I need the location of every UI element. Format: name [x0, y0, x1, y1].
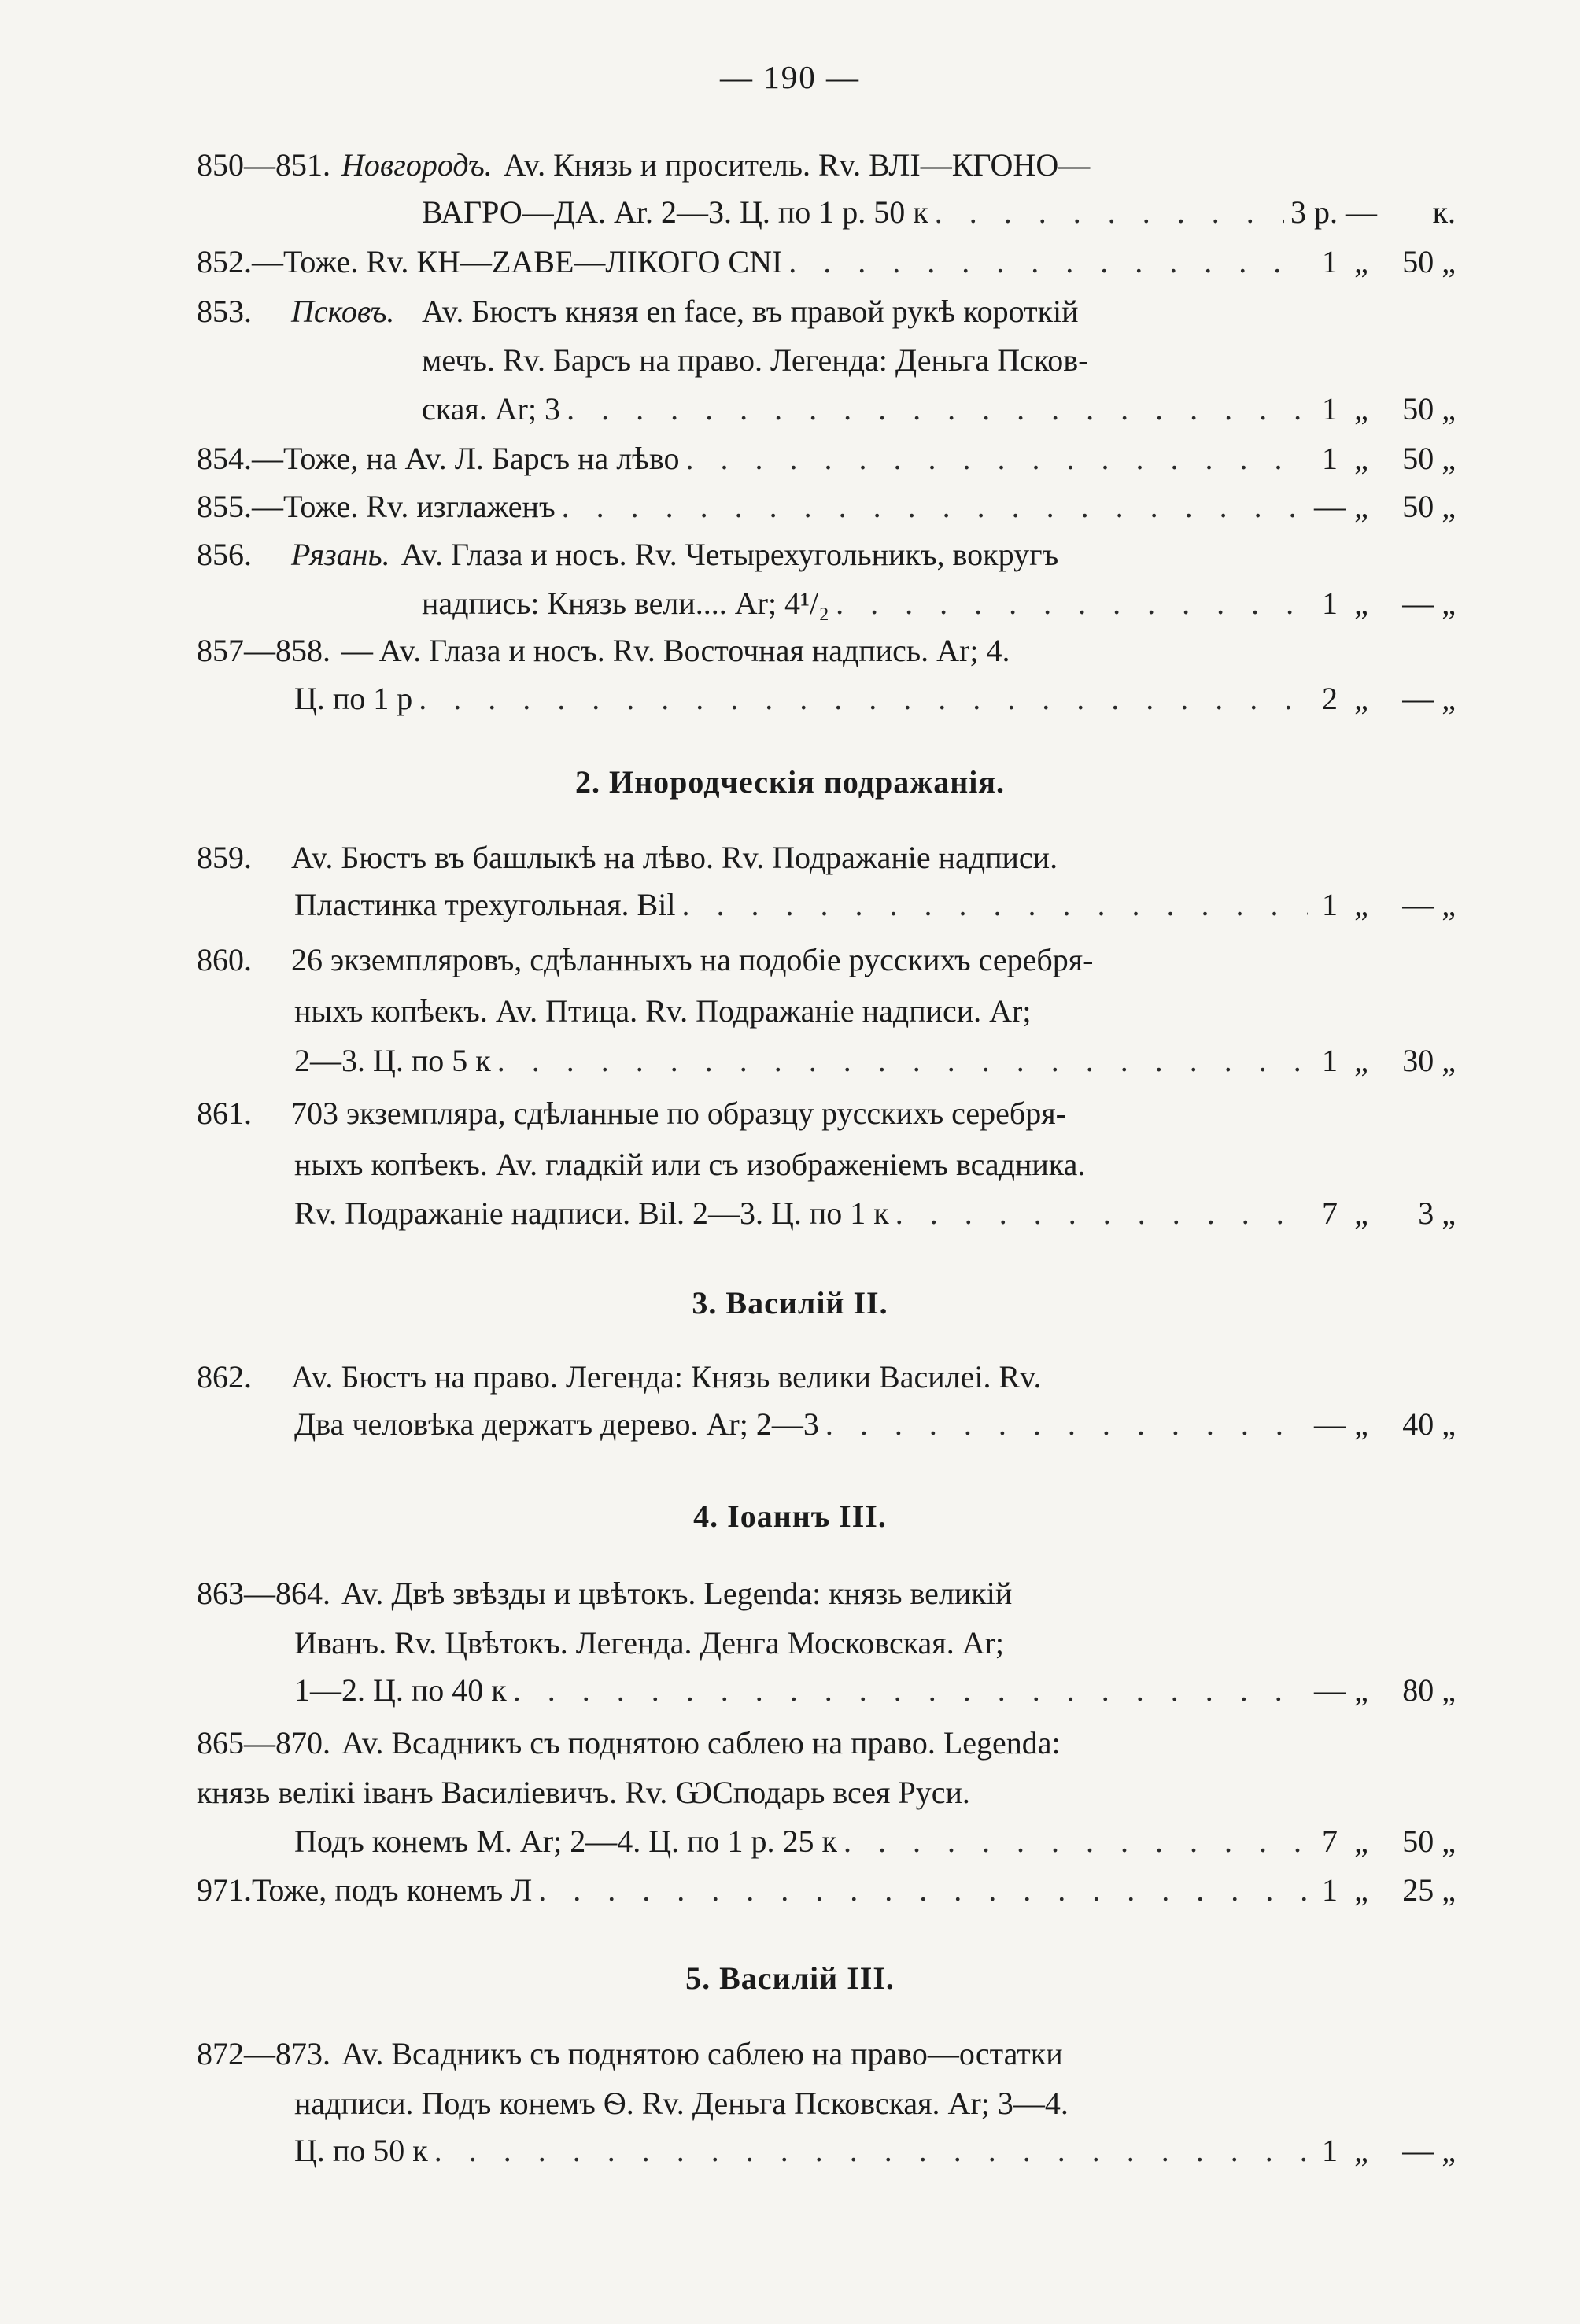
price-rubles: 1: [1322, 391, 1338, 427]
entry-text: надписи. Подъ конемъ Ѳ. Rv. Деньга Псковская. Ar; 3—4.: [294, 2086, 1069, 2121]
entry-number: 853.: [197, 294, 252, 329]
entry-number: 854.: [197, 441, 252, 476]
entry-855: [197, 483, 1456, 530]
leader-dots: [788, 238, 1308, 286]
entry-text: ныхъ копѣекъ. Av. гладкiй или съ изображенiемъ всадника.: [294, 1147, 1086, 1182]
ditto-dash: —: [252, 489, 283, 524]
entry-872-line-3: [294, 2127, 1456, 2174]
price: [1314, 386, 1456, 433]
entry-text: ныхъ копѣекъ. Av. Птица. Rv. Подражанiе надписи. Ar;: [294, 993, 1032, 1029]
entry-number: 861.: [197, 1095, 252, 1131]
entry-text: Два человѣка держатъ дерево. Ar; 2—3: [294, 1406, 819, 1442]
price-dash: —: [1346, 194, 1377, 230]
entry-857-line-1: [197, 627, 1456, 674]
entry-place: Рязань.: [291, 537, 390, 572]
price-kopecks: 50 „: [1402, 489, 1456, 524]
leader-dots: [825, 1401, 1308, 1448]
price-rubles: 1: [1322, 244, 1338, 279]
price: [1314, 2127, 1456, 2174]
entry-text: Av. Всадникъ съ поднятою саблею на право—остатки: [341, 2036, 1063, 2071]
price-kopecks: 50 „: [1402, 1823, 1456, 1859]
entry-971: [197, 1867, 1456, 1914]
leader-dots: [567, 386, 1308, 433]
price-rubles: 1: [1322, 887, 1338, 922]
price-ditto: „: [1354, 681, 1368, 716]
price-ditto: „: [1354, 1872, 1368, 1908]
entry-865-line-1: [197, 1720, 1456, 1767]
entry-850-line-1: [197, 142, 1456, 189]
entry-number: 862.: [197, 1359, 252, 1395]
entry-853-line-3: [422, 386, 1456, 433]
entry-text: Иванъ. Rv. Цвѣтокъ. Легенда. Денга Московская. Ar;: [294, 1625, 1005, 1661]
entry-number: 852.: [197, 244, 252, 279]
entry-text: ВАГРО—ДА. Ar. 2—3. Ц. по 1 р. 50 к: [422, 194, 928, 230]
price: [1314, 435, 1456, 482]
entry-text: Av. Всадникъ съ поднятою саблею на право. Legenda:: [341, 1725, 1061, 1761]
leader-dots: [686, 435, 1308, 482]
entry-852: [197, 238, 1456, 286]
price-rubles: 1: [1322, 2133, 1338, 2168]
price-kopecks: 50 „: [1402, 391, 1456, 427]
entry-872-line-1: [197, 2030, 1456, 2078]
entry-number: 863—864.: [197, 1576, 330, 1611]
entry-872-line-2: [294, 2080, 1456, 2127]
entry-859-line-1: [197, 834, 1456, 881]
price: [1314, 483, 1456, 530]
section-heading-2: 2. Инородческiя подражанiя.: [574, 764, 1006, 800]
entry-text: надпись: Князь вели.... Ar; 4¹/₂: [422, 586, 830, 621]
entry-number: 865—870.: [197, 1725, 330, 1761]
price-kopecks: — „: [1402, 2133, 1456, 2168]
entry-number: 855.: [197, 489, 252, 524]
price-kopecks: 25 „: [1402, 1872, 1456, 1908]
entry-text: — Av. Глаза и носъ. Rv. Восточная надпись. Ar; 4.: [341, 633, 1010, 668]
entry-text: Тоже. Rv. изглаженъ: [283, 489, 556, 524]
page-number: — 190 —: [720, 59, 860, 95]
price: [1314, 881, 1456, 929]
price-kopecks: — „: [1402, 586, 1456, 621]
price-rubles: —: [1314, 1672, 1346, 1708]
price: [1314, 1037, 1456, 1084]
price-ditto: „: [1354, 1672, 1368, 1708]
price-rubles: 2: [1322, 681, 1338, 716]
price-kopecks: 50 „: [1402, 244, 1456, 279]
entry-text: Av. Двѣ звѣзды и цвѣтокъ. Legenda: князь великiй: [341, 1576, 1013, 1611]
price-ditto: „: [1354, 1195, 1368, 1231]
section-heading-3: 3. Василiй II.: [692, 1285, 888, 1321]
section-heading-4: 4. Iоаннъ III.: [693, 1498, 887, 1534]
entry-text: Av. Князь и проситель. Rv. ВЛI—КГОНО—: [503, 147, 1091, 183]
price-kopecks: — „: [1402, 887, 1456, 922]
entry-856-line-2: [422, 580, 1456, 627]
leader-dots: [497, 1037, 1308, 1084]
entry-860-line-3: [294, 1037, 1456, 1084]
entry-text: Av. Бюстъ въ башлыкѣ на лѣво. Rv. Подражанiе надписи.: [291, 840, 1058, 875]
price-kopecks: — „: [1402, 681, 1456, 716]
entry-856-line-1: [197, 531, 1456, 578]
leader-dots: [935, 189, 1284, 236]
entry-862-line-1: [197, 1354, 1456, 1401]
entry-854: [197, 435, 1456, 482]
price: [1314, 675, 1456, 722]
entry-number: 860.: [197, 942, 252, 977]
price-kopecks: 40 „: [1402, 1406, 1456, 1442]
price: [1314, 1401, 1456, 1448]
entry-text: князь велiкi iванъ Василiевичъ. Rv. ѠСподарь всея Руси.: [197, 1775, 970, 1810]
price-rubles: 7: [1322, 1195, 1338, 1231]
ditto-dash: —: [252, 441, 283, 476]
leader-dots: [895, 1190, 1308, 1237]
entry-853-line-2: [422, 337, 1456, 384]
entry-text: 26 экземпляровъ, сдѣланныхъ на подобiе русскихъ серебря-: [291, 942, 1094, 977]
entry-text: Тоже. Rv. КН—ZAВЕ—ЛIКОГО СNI: [283, 244, 783, 279]
entry-text: Av. Бюстъ на право. Легенда: Князь велики Василеi. Rv.: [291, 1359, 1042, 1395]
leader-dots: [836, 580, 1308, 627]
price-ditto: „: [1354, 489, 1368, 524]
entry-863-line-1: [197, 1570, 1456, 1617]
entry-863-line-3: [294, 1667, 1456, 1714]
entry-text: Rv. Подражанiе надписи. Bil. 2—3. Ц. по 1 к: [294, 1195, 889, 1231]
entry-text: ская. Ar; 3: [422, 391, 561, 427]
price-ditto: „: [1354, 1823, 1368, 1859]
price-ditto: „: [1354, 1043, 1368, 1078]
leader-dots: [538, 1867, 1308, 1914]
price-ditto: „: [1354, 887, 1368, 922]
price-ditto: „: [1354, 244, 1368, 279]
leader-dots: [844, 1818, 1308, 1865]
entry-860-line-1: [197, 937, 1456, 984]
entry-number: 971.: [197, 1872, 252, 1908]
entry-859-line-2: [294, 881, 1456, 929]
price: [1314, 1190, 1456, 1237]
price-rubles: —: [1314, 1406, 1346, 1442]
entry-text: Тоже, на Av. Л. Барсъ на лѣво: [283, 441, 680, 476]
entry-text: Ц. по 50 к: [294, 2133, 428, 2168]
entry-text: 2—3. Ц. по 5 к: [294, 1043, 491, 1078]
entry-865-line-2: [197, 1769, 1456, 1816]
entry-860-line-2: [294, 988, 1456, 1035]
price-rubles: 3 р.: [1290, 194, 1338, 230]
entry-number: 872—873.: [197, 2036, 330, 2071]
price-kopecks: 50 „: [1402, 441, 1456, 476]
price-ditto: „: [1354, 1406, 1368, 1442]
entry-text: мечъ. Rv. Барсъ на право. Легенда: Деньга Псков-: [422, 342, 1089, 378]
entry-text: 703 экземпляра, сдѣланные по образцу русскихъ серебря-: [291, 1095, 1066, 1131]
price: [1290, 189, 1456, 236]
entry-text: Ц. по 1 р: [294, 681, 413, 716]
entry-number: 850—851.: [197, 147, 330, 183]
price: [1314, 238, 1456, 286]
leader-dots: [513, 1667, 1308, 1714]
entry-text: Пластинка трехугольная. Bil: [294, 887, 676, 922]
price-kopecks: к.: [1432, 194, 1456, 230]
price-ditto: „: [1354, 586, 1368, 621]
price-rubles: 1: [1322, 586, 1338, 621]
price-kopecks: 80 „: [1402, 1672, 1456, 1708]
entry-863-line-2: [294, 1620, 1456, 1667]
price-kopecks: 3 „: [1418, 1195, 1456, 1231]
leader-dots: [419, 675, 1308, 722]
leader-dots: [562, 483, 1308, 530]
entry-861-line-1: [197, 1090, 1456, 1137]
entry-850-line-2: [422, 189, 1456, 236]
price: [1314, 1818, 1456, 1865]
entry-number: 859.: [197, 840, 252, 875]
entry-place: Новгородъ.: [341, 147, 493, 183]
price: [1314, 1667, 1456, 1714]
price-ditto: „: [1354, 391, 1368, 427]
price-rubles: 1: [1322, 1872, 1338, 1908]
entry-place: Псковъ.: [291, 294, 395, 329]
entry-number: 857—858.: [197, 633, 330, 668]
entry-865-line-3: [294, 1818, 1456, 1865]
price-ditto: „: [1354, 2133, 1368, 2168]
entry-number: 856.: [197, 537, 252, 572]
entry-text: Подъ конемъ М. Ar; 2—4. Ц. по 1 р. 25 к: [294, 1823, 837, 1859]
entry-857-line-2: [294, 675, 1456, 722]
ditto-dash: —: [252, 244, 283, 279]
entry-text: Av. Глаза и носъ. Rv. Четырехугольникъ, вокругъ: [401, 537, 1059, 572]
leader-dots: [681, 881, 1308, 929]
price: [1314, 580, 1456, 627]
leader-dots: [434, 2127, 1308, 2174]
price-rubles: 1: [1322, 441, 1338, 476]
price-rubles: —: [1314, 489, 1346, 524]
entry-text: Тоже, подъ конемъ Л: [252, 1872, 533, 1908]
price-rubles: 1: [1322, 1043, 1338, 1078]
entry-862-line-2: [294, 1401, 1456, 1448]
price-ditto: „: [1354, 441, 1368, 476]
entry-text: 1—2. Ц. по 40 к: [294, 1672, 507, 1708]
entry-853-line-1: [197, 288, 1456, 335]
price-rubles: 7: [1322, 1823, 1338, 1859]
entry-861-line-2: [294, 1141, 1456, 1188]
entry-text: Av. Бюстъ князя en face, въ правой рукѣ короткiй: [422, 294, 1079, 329]
section-heading-5: 5. Василiй III.: [685, 1960, 895, 1996]
price-kopecks: 30 „: [1402, 1043, 1456, 1078]
price: [1314, 1867, 1456, 1914]
entry-861-line-3: [294, 1190, 1456, 1237]
